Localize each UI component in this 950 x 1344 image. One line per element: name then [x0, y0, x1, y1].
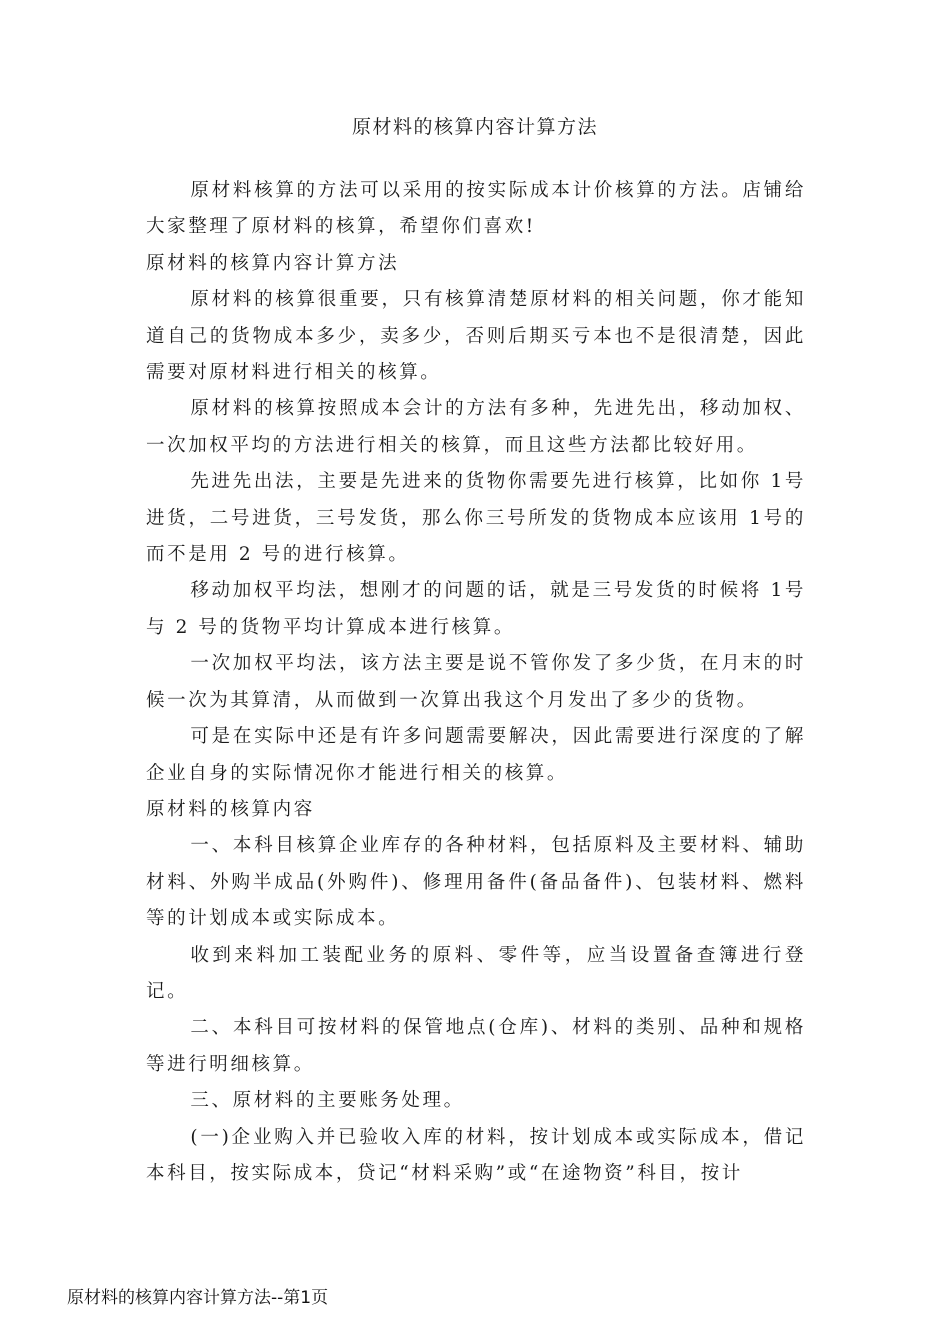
section-heading-method: 原材料的核算内容计算方法: [146, 252, 400, 274]
paragraph-item-2: 二、本科目可按材料的保管地点(仓库)、材料的类别、品种和规格等进行明细核算。: [146, 1017, 806, 1075]
paragraph-practice: 可是在实际中还是有许多问题需要解决，因此需要进行深度的了解企业自身的实际情况你才能进行相关的核算。: [146, 726, 806, 784]
paragraph-weighted-average: 一次加权平均法，该方法主要是说不管你发了多少货，在月末的时候一次为其算清，从而做到一次算出我这个月发出了多少的货物。: [146, 653, 806, 711]
paragraph-item-1: 一、本科目核算企业库存的各种材料，包括原料及主要材料、辅助材料、外购半成品(外购件)、修理用备件(备品备件)、包装材料、燃料等的计划成本或实际成本。: [146, 835, 806, 930]
paragraph-fifo: 先进先出法，主要是先进来的货物你需要先进行核算，比如你 1号进货，二号进货，三号发货，那么你三号所发的货物成本应该用 1号的而不是用 2 号的进行核算。: [146, 471, 806, 566]
paragraph-importance: 原材料的核算很重要，只有核算清楚原材料的相关问题，你才能知道自己的货物成本多少，卖多少，否则后期买亏本也不是很清楚，因此需要对原材料进行相关的核算。: [146, 289, 806, 384]
paragraph-methods-overview: 原材料的核算按照成本会计的方法有多种，先进先出，移动加权、一次加权平均的方法进行相关的核算，而且这些方法都比较好用。: [146, 398, 806, 456]
page-footer: 原材料的核算内容计算方法--第1页: [67, 1288, 329, 1308]
paragraph-register: 收到来料加工装配业务的原料、零件等，应当设置备查簿进行登记。: [146, 944, 806, 1002]
document-body: [146, 173, 806, 1192]
paragraph-item-3: 三、原材料的主要账务处理。: [190, 1090, 465, 1112]
paragraph-intro: 原材料核算的方法可以采用的按实际成本计价核算的方法。店铺给大家整理了原材料的核算，希望你们喜欢!: [146, 180, 806, 238]
paragraph-moving-average: 移动加权平均法，想刚才的问题的话，就是三号发货的时候将 1号与 2 号的货物平均计算成本进行核算。: [146, 580, 806, 638]
paragraph-item-3-1: (一)企业购入并已验收入库的材料，按计划成本或实际成本，借记本科目，按实际成本，贷记“材料采购”或“在途物资”科目，按计: [146, 1126, 806, 1184]
section-heading-content: 原材料的核算内容: [146, 798, 315, 820]
document-title: 原材料的核算内容计算方法: [351, 116, 598, 138]
